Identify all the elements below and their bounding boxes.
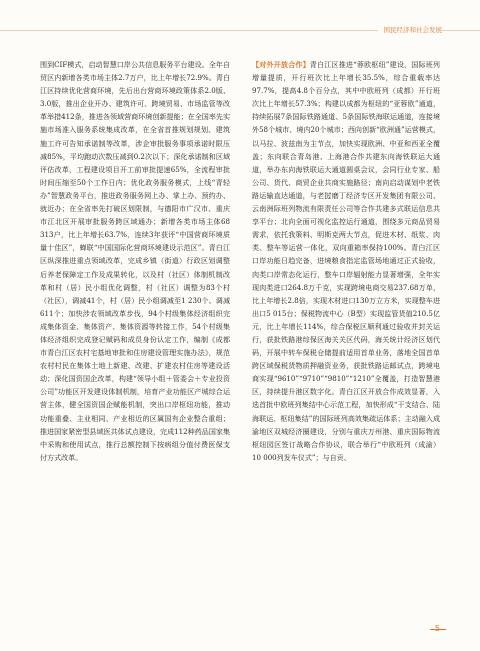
- right-column-text: 青白江区推进“蓉欧枢纽”建设，国际班列增量提质，开行班次比上年增长35.5%，综合重载率达97.7%，提高4.8个百分点，其中中欧班列（成都）开行班次比上年增长57.3%；构建以成都为枢纽的“亚蓉欧”通道，持续拓展7条国际铁路通道、5条国际铁海联运通道，连接境外58个城市、境内20个城市；西向创新“欧洲通”运营模式，以马拉、波兹南为主节点，加快实现欧洲、中亚和西亚全覆盖；东向联合青岛港、上海港合作共建东向海铁联运大通道，举办东向海铁联运大通道圆桌会议，会同行业专家、船公司、货代、商贸企业共商实施路径；南向启动谋划中老铁路运输直达通道，与老挝磨丁经济专区开发集团有限公司、云南洲际班列物流有限责任公司等合作共建多式联运信息共享平台；北向全面可视化监控运行通道，围绕多元商品贸易需求，依托我策料、明斯克两大节点，促进木材、纸浆、肉类、整车等运营一体化，双向重箱率保持100%。青白江区口岸功能日趋完备，进境粮食指定监管场地通过正式验收，肉类口岸常态化运行，整车口岸辐射能力显著增强，全年实现肉类进口264.8万千克，实现跨境电商交易237.68万单，比上年增长2.8倍，实现木材进口130万立方米，实现整车进出口5 015台；保税物流中心（B型）实现监管货值210.5亿元，比上年增长114%，综合保税区顺利通过验收并封关运行，获批铁路港综保区海关关区代码，海关统计经济区划代码，开展中转车保税仓储提前适用首单业务，落地全国首单跨区域保税货物质押融资业务，获批铁路运邮试点，跨境电商实现“9610”“9710”“9810”“1210”全覆盖，打造智慧港区，持续提升港区数字化。青白江区开放合作成效显著，入选首批中欧班列集结中心示范工程，加快形成“干支结合、陆海联运、枢纽集结”的国际班列高效集疏运体系；主动融入成渝地区双城经济圈建设，分别与重庆万州港、重庆国际物流枢纽园区签订战略合作协议，联合举行“中欧班列（成渝）10 000列发车仪式”；与自贡、: [252, 60, 440, 462]
- body-columns: [40, 58, 440, 598]
- left-column: [40, 58, 230, 598]
- left-column-text: 围到CIF模式，启动智慧口岸公共信息服务平台建设。全年自贸区内新增各类市场主体2.7万户，比上年增长72.9%。青白江区持续优化营商环境，先后出台营商环境政策体系2.0版、3.0版，推出企业开办、建筑许可、跨境贸易、市场监管等改革举措412条，推进各领域营商环境创新提能；在全国率先实施市场准入服务系统集成改革，在全省首推规划规划、建筑施工许可告知承诺制等改革，涉企审批服务事项承诺时限压减85%，平均跑动次数压减到0.2次以下；深化承诺制和区域评估改革，工程建设项目开工前审批提速65%，全流程审批时间压缩至50个工作日内；优化政务服务模式，上线“青轻办”智慧政务平台，推进政务服务网上办、掌上办、预约办、就近办；在全省率先打破区划限制，与德阳市广汉市、重庆市江北区开展审批服务跨区域通办；新增各类市场主体68 313户，比上年增长63.7%，连续3年获评“中国营商环境质量十佳区”，蝉联“中国国际化营商环境建设示范区”。青白江区纵深推进重点领域改革，完成乡镇（街道）行政区划调整后养老保障定工作及成果转化，以及村（社区）体制机制改革和村（居）民小组优化调整，村（社区）调整为83个村（社区），调减41个，村（居）民小组调减至1 230个、调减611个；加快涉农领域改革步伐，94个村级集体经济组织完成集体资金、集体资产、集体资源等转接工作，54个村级集体经济组织完成登记赋码和成员身份认定工作，编制《成都市青白江区农村宅基地审批和住房建设管理实施办法》，规范农村村民在集体土地上新建、改建、扩建农村住房等建设活动；深化国资国企改革，构建“领导小组＋管委会＋专业投资公司”功能区开发建设体制机制，培育产业功能区产城综合运营主体，健全国资国企赋能机制，突出口岸枢纽功能，推动功能重叠、主业相同、产业相近的区属国有企业整合重组；推进国家紧密型县域医共体试点建设，完成112种药品国家集中采购和使用试点，推行总额控制下按病组分值付费医保支付方式改革。: [40, 60, 230, 462]
- page-number: 5: [434, 624, 440, 633]
- section-label: 国民经济和社会发展: [378, 24, 443, 36]
- running-header: [0, 24, 480, 38]
- section-tag: 【对外开放合作】: [252, 60, 310, 69]
- right-column-paragraph: [252, 58, 440, 464]
- right-column: [252, 58, 440, 598]
